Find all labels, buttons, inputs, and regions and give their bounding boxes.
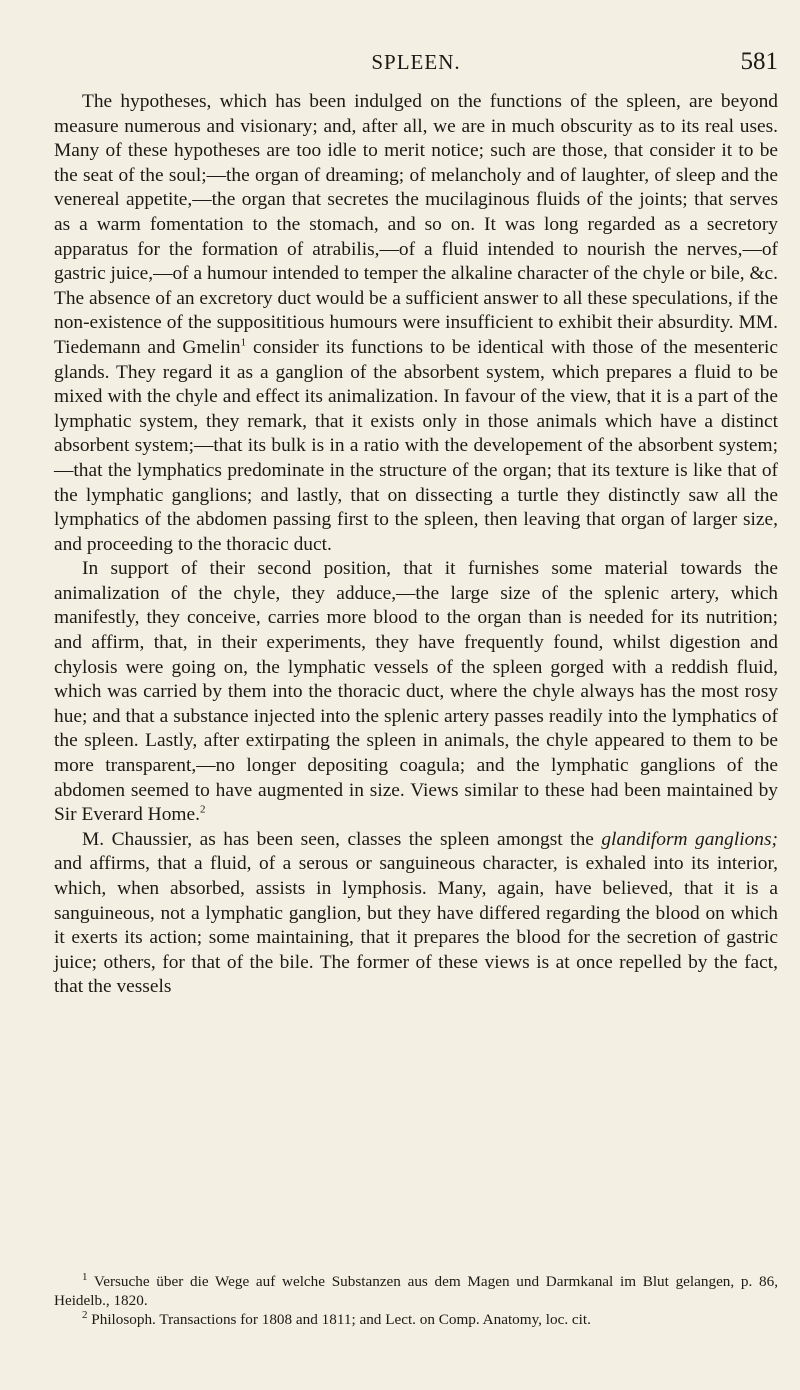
footnote-ref: 1 <box>240 336 247 349</box>
footnote-text: Philosoph. Transactions for 1808 and 1811; and Lect. on Comp. Anatomy, loc. cit. <box>87 1311 591 1328</box>
footnote-mark: 1 <box>82 1270 88 1283</box>
footnotes <box>54 1272 778 1329</box>
page-header <box>54 48 778 80</box>
paragraph <box>54 828 778 1000</box>
page-number: 581 <box>740 48 778 75</box>
paragraph <box>54 90 778 557</box>
paragraph-text: The hypotheses, which has been indulged on the functions of the spleen, are beyond measure numerous and visionary; and, after all, we are in much obscurity as to its real uses. Many of these hypotheses are too idle to merit notice; such are those, that consider it to be the seat of the soul;—the organ of dreaming; of melancholy and of laughter, of sleep and the venereal appetite,—the organ that secretes the mucilaginous fluids of the joints; that serves as a warm fomentation to the stomach, and so on. It was long regarded as a secretory apparatus for the formation of atrabilis,—of a fluid intended to nourish the nerves,—of gastric juice,—of a humour intended to temper the alkaline character of the chyle or bile, &c. The absence of an excretory duct would be a sufficient answer to all these speculations, if the non-existence of the supposititious humours were insufficient to exhibit their absurdity. MM. Tiedemann and Gmelin <box>54 91 778 358</box>
body-text <box>54 90 778 1000</box>
italic-term: glandiform ganglions; <box>601 828 778 850</box>
paragraph-text: In support of their second position, that it furnishes some material towards the animalization of the chyle, they adduce,—the large size of the splenic artery, which manifestly, they conceive, carries more blood to the organ than is needed for its nutrition; and affirm, that, in their experiments, they have frequently found, whilst digestion and chylosis were going on, the lymphatic vessels of the spleen gorged with a reddish fluid, which was carried by them into the thoracic duct, where the chyle always has the most rosy hue; and that a substance injected into the splenic artery passes readily into the lymphatics of the spleen. Lastly, after extirpating the spleen in animals, the chyle appeared to them to be more transparent,—no longer depositing coagula; and the lymphatic ganglions of the abdomen seemed to have augmented in size. Views similar to these had been maintained by Sir Everard Home. <box>54 558 778 826</box>
running-head: SPLEEN. <box>371 50 461 74</box>
footnote-mark: 2 <box>82 1308 88 1321</box>
footnote-text: Versuche über die Wege auf welche Substanzen aus dem Magen und Darmkanal im Blut gelangen, p. 86, Heidelb., 1820. <box>54 1273 778 1309</box>
footnote <box>54 1310 778 1329</box>
paragraph-text: M. Chaussier, as has been seen, classes the spleen amongst the <box>82 828 602 850</box>
paragraph-text: consider its functions to be identical with those of the mesenteric glands. They regard it as a ganglion of the absorbent system, which prepares a fluid to be mixed with the chyle and effect its animalization. In favour of the view, that it is a part of the lymphatic system, they remark, that it exists only in those animals which have a distinct absorbent system;—that its bulk is in a ratio with the developement of the absorbent system;—that the lymphatics predominate in the structure of the organ; that its texture is like that of the lymphatic ganglions; and lastly, that on dissecting a turtle they distinctly saw all the lymphatics of the abdomen passing first to the spleen, then leaving that organ of larger size, and proceeding to the thoracic duct. <box>54 336 778 555</box>
paragraph <box>54 557 778 828</box>
footnote-ref: 2 <box>199 803 206 816</box>
paragraph-text: and affirms, that a fluid, of a serous or sanguineous character, is exhaled into its interior, which, when absorbed, assists in lymphosis. Many, again, have believed, that it is a sanguineous, not a lymphatic ganglion, but they have differed regarding the blood on which it exerts its action; some maintaining, that it prepares the blood for the secretion of gastric juice; others, for that of the bile. The former of these views is at once repelled by the fact, that the vessels <box>54 853 778 998</box>
footnote <box>54 1272 778 1310</box>
